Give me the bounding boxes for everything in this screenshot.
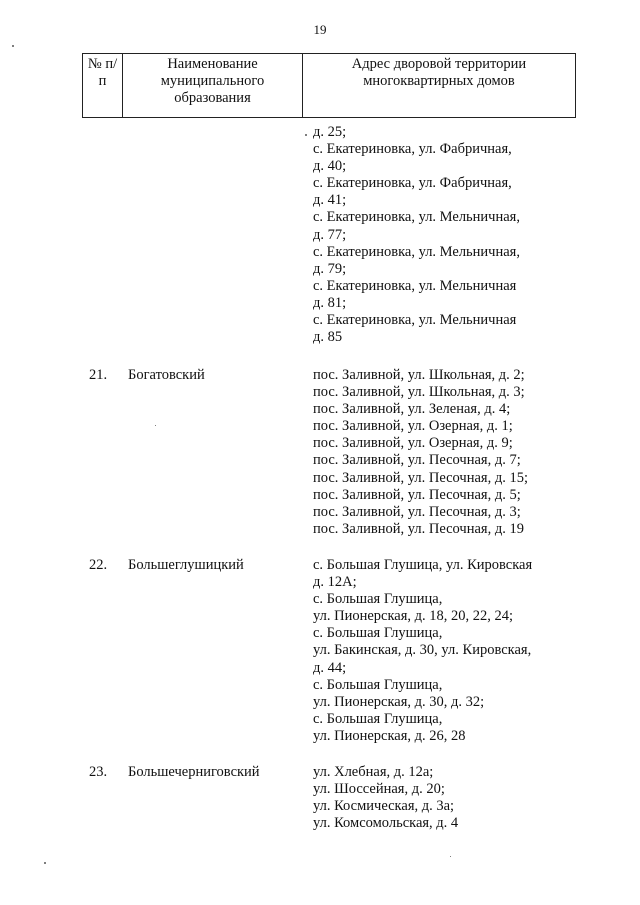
address-line: д. 40; bbox=[313, 158, 347, 175]
address-line: с. Екатериновка, ул. Мельничная, bbox=[313, 209, 520, 226]
address-line: с. Большая Глушица, bbox=[313, 710, 443, 727]
address-line: с. Екатериновка, ул. Фабричная, bbox=[313, 141, 512, 158]
address-line: с. Екатериновка, ул. Мельничная bbox=[313, 277, 517, 294]
address-line: с. Екатериновка, ул. Фабричная, bbox=[313, 175, 512, 192]
scan-speck bbox=[44, 862, 46, 864]
row-address-list bbox=[313, 764, 458, 832]
address-line: пос. Заливной, ул. Песочная, д. 5; bbox=[313, 486, 521, 503]
address-line: д. 79; bbox=[313, 260, 347, 277]
header-name-label: Наименование муниципального образования bbox=[160, 56, 265, 106]
header-address-label: Адрес дворовой территории многоквартирных домов bbox=[351, 56, 527, 89]
address-line: с. Екатериновка, ул. Мельничная bbox=[313, 312, 517, 329]
header-address-cell bbox=[303, 54, 576, 118]
address-line: ул. Пионерская, д. 30, д. 32; bbox=[313, 693, 485, 710]
address-line: д. 25; bbox=[313, 124, 347, 140]
continuation-address-list bbox=[313, 124, 520, 346]
page-number: 19 bbox=[313, 22, 327, 37]
address-line: пос. Заливной, ул. Песочная, д. 15; bbox=[313, 469, 528, 486]
address-line: д. 85 bbox=[313, 329, 343, 346]
address-line: пос. Заливной, ул. Песочная, д. 7; bbox=[313, 452, 521, 469]
address-line: с. Екатериновка, ул. Мельничная, bbox=[313, 243, 520, 260]
address-line: пос. Заливной, ул. Песочная, д. 19 bbox=[313, 520, 524, 537]
address-line: ул. Комсомольская, д. 4 bbox=[313, 815, 459, 832]
address-line: ул. Хлебная, д. 12а; bbox=[313, 764, 434, 780]
address-line: д. 12А; bbox=[313, 574, 357, 591]
header-num-label: № п/п bbox=[87, 56, 118, 89]
address-line: ул. Космическая, д. 3а; bbox=[313, 798, 455, 815]
municipality-name: Богатовский bbox=[128, 367, 205, 383]
address-line: с. Большая Глушица, bbox=[313, 591, 443, 608]
row-address-list bbox=[313, 367, 528, 538]
address-line: пос. Заливной, ул. Школьная, д. 3; bbox=[313, 384, 525, 401]
address-line: пос. Заливной, ул. Озерная, д. 9; bbox=[313, 435, 513, 452]
header-name-cell bbox=[123, 54, 303, 118]
address-line: ул. Бакинская, д. 30, ул. Кировская, bbox=[313, 642, 532, 659]
header-num-cell bbox=[83, 54, 123, 118]
address-line: пос. Заливной, ул. Школьная, д. 2; bbox=[313, 367, 525, 383]
address-line: с. Большая Глушица, bbox=[313, 676, 443, 693]
address-line: д. 44; bbox=[313, 659, 347, 676]
scan-speck bbox=[305, 134, 307, 136]
address-line: д. 41; bbox=[313, 192, 347, 209]
row-number: 21. bbox=[89, 367, 108, 383]
address-line: с. Большая Глушица, bbox=[313, 625, 443, 642]
address-line: с. Большая Глушица, ул. Кировская bbox=[313, 557, 533, 573]
row-number: 23. bbox=[89, 764, 108, 780]
municipality-name: Большечерниговский bbox=[128, 764, 260, 780]
row-number: 22. bbox=[89, 557, 108, 573]
scan-speck bbox=[450, 856, 451, 857]
address-line: пос. Заливной, ул. Зеленая, д. 4; bbox=[313, 401, 511, 418]
address-line: ул. Пионерская, д. 18, 20, 22, 24; bbox=[313, 608, 514, 625]
municipality-name: Большеглушицкий bbox=[128, 557, 244, 573]
address-line: д. 81; bbox=[313, 294, 347, 311]
scan-speck bbox=[155, 425, 156, 426]
address-line: д. 77; bbox=[313, 226, 347, 243]
scan-speck bbox=[12, 45, 14, 47]
address-line: пос. Заливной, ул. Озерная, д. 1; bbox=[313, 418, 513, 435]
address-line: ул. Шоссейная, д. 20; bbox=[313, 781, 445, 798]
row-address-list bbox=[313, 557, 532, 745]
address-line: ул. Пионерская, д. 26, 28 bbox=[313, 727, 466, 744]
table-header bbox=[82, 53, 576, 118]
address-line: пос. Заливной, ул. Песочная, д. 3; bbox=[313, 503, 521, 520]
